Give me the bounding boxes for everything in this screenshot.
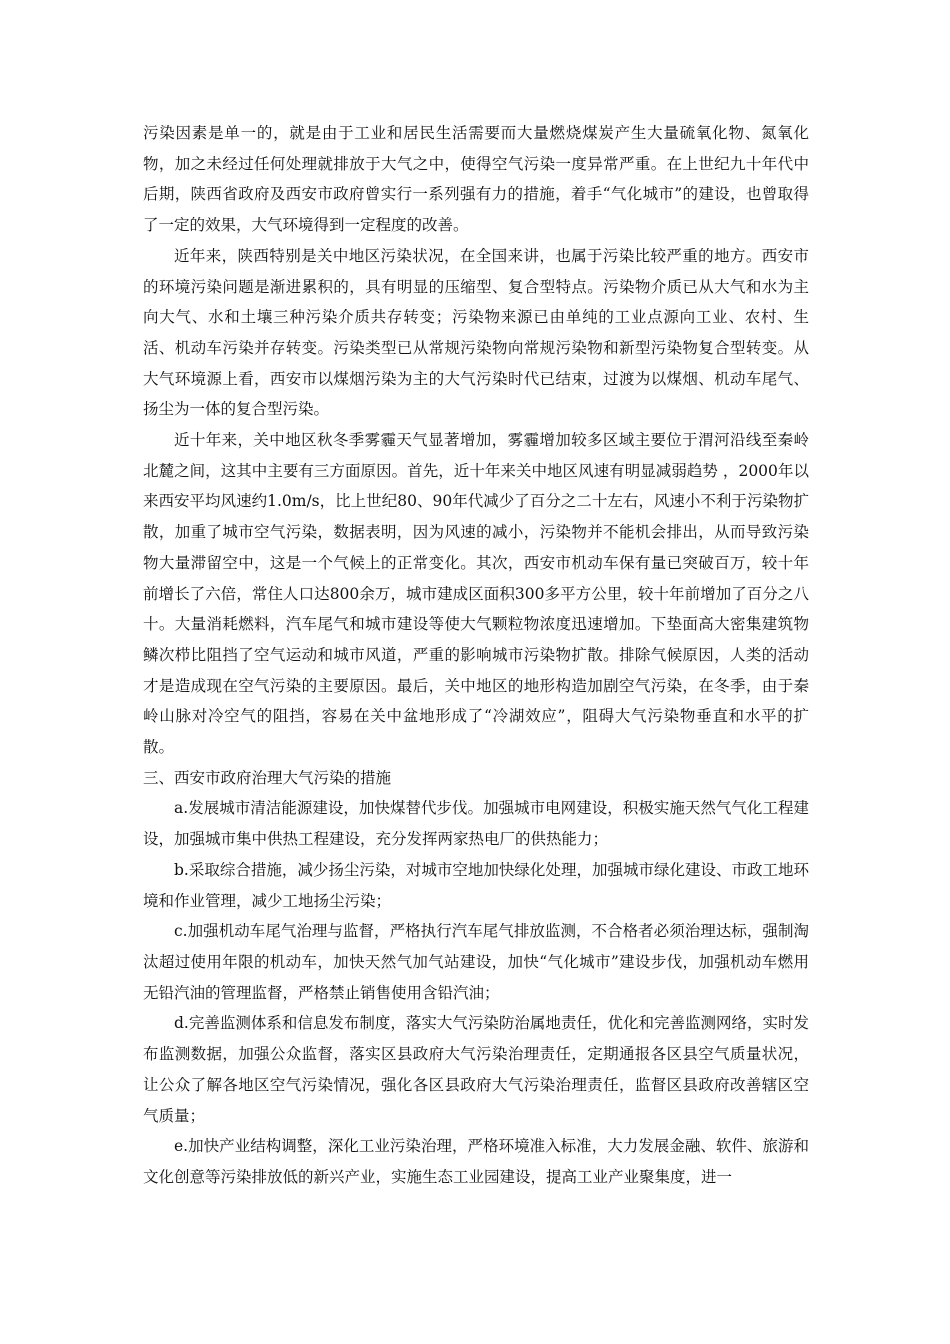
paragraph-haze-causes: 近十年来，关中地区秋冬季雾霾天气显著增加，雾霾增加较多区域主要位于渭河沿线至秦岭北麓之间，这其中主要有三方面原因。首先，近十年来关中地区风速有明显减弱趋势 ，2000年以来西安平均风速约1.0m/s，比上世纪80、90年代减少了百分之二十左右，风速小不利于污染物扩散，加重了城市空气污染，数据表明，因为风速的减小，污染物并不能机会排出，从而导致污染物大量滞留空中，这是一个气候上的正常变化。其次，西安市机动车保有量已突破百万，较十年前增长了六倍，常住人口达800余万，城市建成区面积300多平方公里，较十年前增加了百分之八十。大量消耗燃料，汽车尾气和城市建设等使大气颗粒物浓度迅速增加。下垫面高大密集建筑物鳞次栉比阻挡了空气运动和城市风道，严重的影响城市污染物扩散。排除气候原因，人类的活动才是造成现在空气污染的主要原因。最后，关中地区的地形构造加剧空气污染，在冬季，由于秦岭山脉对冷空气的阻挡，容易在关中盆地形成了“冷湖效应”，阻碍大气污染物垂直和水平的扩散。 xyxy=(143,431,809,757)
measure-item-a: a.发展城市清洁能源建设，加快煤替代步伐。加强城市电网建设，积极实施天然气气化工程建设，加强城市集中供热工程建设，充分发挥两家热电厂的供热能力； xyxy=(143,799,809,849)
measure-item-e: e.加快产业结构调整，深化工业污染治理，严格环境准入标准，大力发展金融、软件、旅游和文化创意等污染排放低的新兴产业，实施生态工业园建设，提高工业产业聚集度，进一 xyxy=(143,1137,809,1186)
measure-item-c: c.加强机动车尾气治理与监督，严格执行汽车尾气排放监测，不合格者必须治理达标，强制淘汰超过使用年限的机动车，加快天然气加气站建设，加快“气化城市”建设步伐，加强机动车燃用无铅汽油的管理监督，严格禁止销售使用含铅汽油； xyxy=(143,922,809,1002)
paragraph-continuation: 污染因素是单一的，就是由于工业和居民生活需要而大量燃烧煤炭产生大量硫氧化物、氮氧化物，加之未经过任何处理就排放于大气之中，使得空气污染一度异常严重。在上世纪九十年代中后期，陕西省政府及西安市政府曾实行一系列强有力的措施，着手“气化城市”的建设，也曾取得了一定的效果，大气环境得到一定程度的改善。 xyxy=(143,124,809,235)
section-heading-measures: 三、西安市政府治理大气污染的措施 xyxy=(143,768,392,787)
measure-item-d: d.完善监测体系和信息发布制度，落实大气污染防治属地责任，优化和完善监测网络，实时发布监测数据，加强公众监督，落实区县政府大气污染治理责任，定期通报各区县空气质量状况，让公众了解各地区空气污染情况，强化各区县政府大气污染治理责任，监督区县政府改善辖区空气质量； xyxy=(143,1014,809,1125)
measure-item-b: b.采取综合措施，减少扬尘污染，对城市空地加快绿化处理，加强城市绿化建设、市政工地环境和作业管理，减少工地扬尘污染； xyxy=(143,860,809,910)
document-body xyxy=(143,118,809,1193)
paragraph-pollution-status: 近年来，陕西特别是关中地区污染状况，在全国来讲，也属于污染比较严重的地方。西安市的环境污染问题是渐进累积的，具有明显的压缩型、复合型特点。污染物介质已从大气和水为主向大气、水和土壤三种污染介质共存转变；污染物来源已由单纯的工业点源向工业、农村、生活、机动车污染并存转变。污染类型已从常规污染物向常规污染物和新型污染物复合型转变。从大气环境源上看，西安市以煤烟污染为主的大气污染时代已结束，过渡为以煤烟、机动车尾气、扬尘为一体的复合型污染。 xyxy=(143,246,809,419)
